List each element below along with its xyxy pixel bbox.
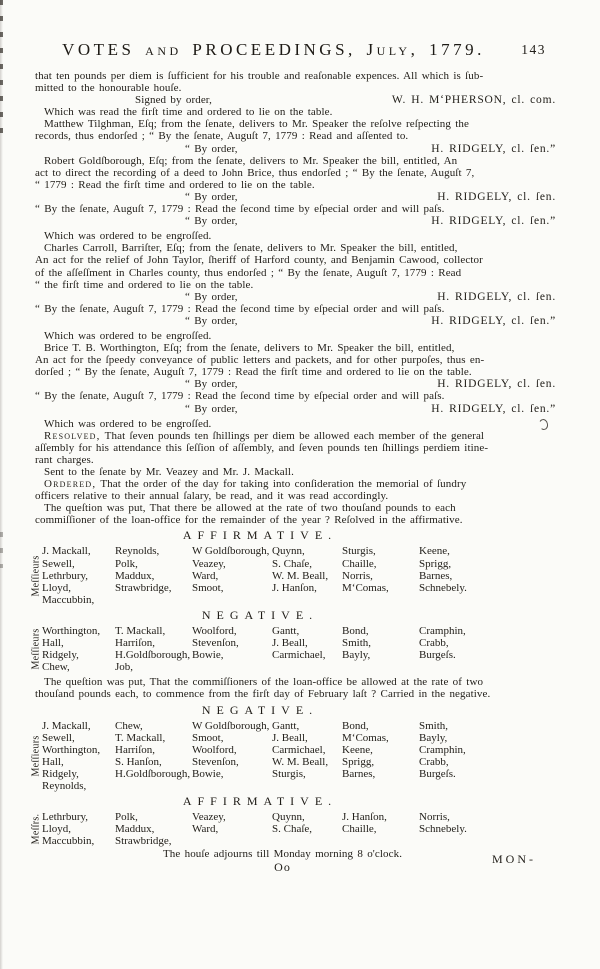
vote-name: Chew, bbox=[115, 719, 143, 732]
scan-edge-shade bbox=[0, 0, 3, 969]
text-line bbox=[35, 430, 570, 442]
attestation-left: “ By order, bbox=[185, 290, 238, 303]
vote-column bbox=[419, 625, 570, 673]
vote-column bbox=[42, 720, 115, 793]
vote-name: Sprigg, bbox=[419, 557, 452, 570]
line-text: That the order of the day for taking into conſideration the memorial of ſundry bbox=[100, 478, 467, 491]
page-text-block bbox=[30, 40, 570, 874]
vote-name: Bowie, bbox=[192, 767, 224, 780]
text-line: “ By the ſenate, Auguſt 7, 1779 : Read the ſecond time by eſpecial order and will paſs. bbox=[35, 302, 445, 315]
vote-name: S. Chaſe, bbox=[272, 557, 313, 570]
vote-name: Maccubbin, bbox=[42, 593, 95, 606]
text-line: Charles Carroll, Barriſter, Eſq; from the ſenate, delivers to Mr. Speaker the bill, entitled, bbox=[44, 242, 458, 255]
vote-name: Chew, bbox=[42, 661, 70, 674]
vote-name: Woolford, bbox=[192, 743, 237, 756]
vote-name: Smoot, bbox=[192, 581, 224, 594]
vote-name: Quynn, bbox=[272, 811, 305, 824]
vote-name: S. Hanſon, bbox=[115, 755, 162, 768]
text-line bbox=[35, 478, 570, 490]
vote-name: Gantt, bbox=[272, 719, 300, 732]
text-line: An act for the relief of John Taylor, ſheriff of Harford county, and Benjamin Cawood, collector bbox=[35, 254, 483, 267]
vote-name: J. Beall, bbox=[272, 731, 308, 744]
vote-name: Chaille, bbox=[342, 823, 377, 836]
vote-name: J. Beall, bbox=[272, 637, 308, 650]
vote-name: W Goldſborough, bbox=[192, 719, 270, 732]
vote-column bbox=[192, 720, 272, 793]
vote-name: Veazey, bbox=[192, 557, 226, 570]
text-line: Which was ordered to be engroſſed. bbox=[44, 230, 212, 243]
vote-name: J. Mackall, bbox=[42, 545, 91, 558]
vote-name: Ward, bbox=[192, 823, 219, 836]
scan-edge-marks-lower bbox=[0, 532, 3, 568]
vote-name: Burgeſs. bbox=[419, 649, 456, 662]
vote-name: Quynn, bbox=[272, 545, 305, 558]
attestation-line bbox=[35, 215, 570, 227]
vote-column bbox=[115, 625, 192, 673]
text-line: The queſtion was put, That the commiſſioners of the loan-office be allowed at the rate of two bbox=[44, 676, 484, 689]
text-line: Which was read the firſt time and ordered to lie on the table. bbox=[44, 106, 333, 119]
attestation-left: “ By order, bbox=[185, 402, 238, 415]
scan-edge-marks bbox=[0, 0, 3, 140]
attestation-line bbox=[35, 291, 570, 303]
vote-table bbox=[30, 811, 570, 848]
vote-name: Smith, bbox=[419, 719, 449, 732]
vote-name: Bowie, bbox=[192, 649, 224, 662]
vote-name: S. Chaſe, bbox=[272, 823, 313, 836]
text-line: Matthew Tilghman, Eſq; from the ſenate, delivers to Mr. Speaker the reſolve reſpecting the bbox=[44, 118, 469, 131]
vote-name: Hall, bbox=[42, 755, 64, 768]
attestation-line bbox=[35, 94, 570, 106]
vote-name: Polk, bbox=[115, 811, 138, 824]
vote-name: Lloyd, bbox=[42, 823, 72, 836]
vote-column bbox=[42, 545, 115, 605]
vote-name: Gantt, bbox=[272, 624, 300, 637]
vote-name: Barnes, bbox=[419, 569, 453, 582]
vote-name: W. M. Beall, bbox=[272, 569, 329, 582]
table-side-label: Meſſrs. bbox=[30, 813, 42, 845]
text-line: rant charges. bbox=[35, 453, 94, 466]
vote-column bbox=[342, 545, 419, 605]
vote-name: Worthington, bbox=[42, 624, 101, 637]
vote-name: Sprigg, bbox=[342, 755, 375, 768]
vote-column bbox=[419, 545, 570, 605]
vote-name: Sturgis, bbox=[272, 767, 306, 780]
vote-name: Lloyd, bbox=[42, 581, 72, 594]
vote-column bbox=[192, 811, 272, 847]
vote-table bbox=[30, 719, 570, 793]
text-line: Brice T. B. Worthington, Eſq; from the ſenate, delivers to Mr. Speaker the bill, entitled, bbox=[44, 342, 455, 355]
attestation-signature: H. RIDGELY, cl. ſen.” bbox=[431, 215, 556, 228]
attestation-left: “ By order, bbox=[185, 314, 238, 327]
vote-name: Schnebely. bbox=[419, 823, 467, 836]
vote-column bbox=[342, 811, 419, 847]
vote-name: Lethrbury, bbox=[42, 569, 89, 582]
vote-name: Norris, bbox=[419, 811, 450, 824]
vote-name: Stevenſon, bbox=[192, 755, 239, 768]
attestation-signature: W. H. M‘PHERSON, cl. com. bbox=[391, 94, 556, 107]
running-header bbox=[35, 40, 570, 64]
vote-column bbox=[272, 625, 342, 673]
vote-grid bbox=[35, 625, 570, 673]
line-text: That ſeven pounds ten ſhillings per diem be allowed each member of the general bbox=[104, 429, 485, 442]
text-line: Which was ordered to be engroſſed. bbox=[44, 417, 212, 430]
vote-column bbox=[192, 625, 272, 673]
attestation-line bbox=[35, 403, 570, 415]
lead-word: Resolved, bbox=[44, 429, 101, 442]
vote-name: Woolford, bbox=[192, 624, 237, 637]
text-line: mitted to the honourable houſe. bbox=[35, 82, 182, 95]
vote-column bbox=[192, 545, 272, 605]
vote-name: J. Hanſon, bbox=[342, 811, 387, 824]
text-line: Robert Goldſborough, Eſq; from the ſenate, delivers to Mr. Speaker the bill, entitled, An bbox=[44, 154, 458, 167]
text-line: “ the firſt time and ordered to lie on the table. bbox=[35, 278, 254, 291]
text-line: commiſſioner of the loan-office for the remainder of the year ? Reſolved in the affirmative. bbox=[35, 514, 463, 527]
vote-name: Carmichael, bbox=[272, 743, 326, 756]
vote-name: H.Goldſborough, bbox=[115, 767, 191, 780]
vote-column bbox=[42, 811, 115, 847]
center-line: The houſe adjourns till Monday morning 8 o'clock. bbox=[162, 848, 403, 861]
attestation-signature: H. RIDGELY, cl. ſen. bbox=[437, 290, 556, 303]
attestation-signature: H. RIDGELY, cl. ſen.” bbox=[431, 402, 556, 415]
vote-name: T. Mackall, bbox=[115, 731, 166, 744]
vote-grid bbox=[35, 545, 570, 605]
text-line: thouſand pounds each, to commence from the firſt day of February laſt ? Carried in the negative. bbox=[35, 688, 491, 701]
attestation-line bbox=[35, 378, 570, 390]
vote-name: Barnes, bbox=[342, 767, 376, 780]
vote-name: Chaille, bbox=[342, 557, 377, 570]
vote-heading: NEGATIVE. bbox=[201, 702, 319, 717]
vote-column bbox=[419, 720, 570, 793]
vote-name: Harriſon, bbox=[115, 637, 156, 650]
vote-name: T. Mackall, bbox=[115, 624, 166, 637]
attestation-signature: H. RIDGELY, cl. ſen. bbox=[437, 190, 556, 203]
vote-name: W. M. Beall, bbox=[272, 755, 329, 768]
vote-name: Sewell, bbox=[42, 557, 75, 570]
vote-name: Maccubbin, bbox=[42, 835, 95, 848]
vote-name: Smith, bbox=[342, 637, 372, 650]
catchword: MON- bbox=[492, 852, 536, 866]
vote-name: Reynolds, bbox=[42, 779, 87, 792]
vote-column bbox=[342, 720, 419, 793]
attestation-line bbox=[35, 143, 570, 155]
vote-column bbox=[342, 625, 419, 673]
vote-name: W Goldſborough, bbox=[192, 545, 270, 558]
vote-column bbox=[419, 811, 570, 847]
vote-column bbox=[115, 545, 192, 605]
attestation-signature: H. RIDGELY, cl. ſen.” bbox=[431, 314, 556, 327]
vote-name: Strawbridge, bbox=[115, 581, 172, 594]
vote-name: Sewell, bbox=[42, 731, 75, 744]
text-line: that ten pounds per diem is ſufficient for his trouble and reaſonable expences. All which is ſub- bbox=[35, 70, 484, 82]
vote-table bbox=[30, 545, 570, 606]
vote-name: Maddux, bbox=[115, 823, 155, 836]
text-line: Sent to the ſenate by Mr. Veazey and Mr. J. Mackall. bbox=[44, 466, 294, 478]
vote-name: J. Hanſon, bbox=[272, 581, 317, 594]
vote-name: Sturgis, bbox=[342, 545, 376, 558]
attestation-left: “ By order, bbox=[185, 378, 238, 391]
text-line: Which was ordered to be engroſſed. bbox=[44, 329, 212, 342]
vote-name: Burgeſs. bbox=[419, 767, 456, 780]
vote-grid bbox=[35, 720, 570, 793]
vote-name: Schnebely. bbox=[419, 581, 467, 594]
vote-name: Carmichael, bbox=[272, 649, 326, 662]
vote-name: Bayly, bbox=[342, 649, 371, 662]
table-side-label: Meſſieurs bbox=[30, 628, 42, 670]
attestation-left: “ By order, bbox=[185, 190, 238, 203]
text-line: of the aſſeſſment in Charles county, thus endorſed ; “ By the ſenate, Auguſt 7, 1779 : Read bbox=[35, 266, 462, 279]
vote-name: Veazey, bbox=[192, 811, 226, 824]
vote-name: Reynolds, bbox=[115, 545, 160, 558]
vote-name: M‘Comas, bbox=[342, 581, 389, 594]
vote-name: Ward, bbox=[192, 569, 219, 582]
vote-column bbox=[272, 811, 342, 847]
attestation-line bbox=[35, 191, 570, 203]
vote-column bbox=[115, 811, 192, 847]
vote-column bbox=[272, 545, 342, 605]
vote-heading: AFFIRMATIVE. bbox=[182, 528, 338, 543]
vote-table bbox=[30, 624, 570, 674]
vote-column bbox=[115, 720, 192, 793]
attestation-signature: H. RIDGELY, cl. ſen.” bbox=[431, 142, 556, 155]
text-line: officers relative to their annual ſalary, be read, and it was read accordingly. bbox=[35, 490, 389, 503]
vote-name: Bond, bbox=[342, 624, 369, 637]
vote-grid bbox=[35, 811, 570, 847]
text-line: aſſembly for his attendance this ſeſſion of aſſembly, and ſeven pounds ten ſhillings perdiem itine- bbox=[35, 441, 489, 454]
vote-name: Crabb, bbox=[419, 637, 449, 650]
vote-name: Strawbridge, bbox=[115, 835, 172, 848]
vote-name: Polk, bbox=[115, 557, 138, 570]
vote-name: Maddux, bbox=[115, 569, 155, 582]
text-line: “ By the ſenate, Auguſt 7, 1779 : Read the ſecond time by eſpecial order and will paſs. bbox=[35, 203, 445, 216]
vote-name: Harriſon, bbox=[115, 743, 156, 756]
attestation-left: “ By order, bbox=[185, 215, 238, 228]
vote-name: Lethrbury, bbox=[42, 811, 89, 824]
vote-name: Worthington, bbox=[42, 743, 101, 756]
page-content bbox=[30, 70, 570, 874]
lead-word: Ordered, bbox=[44, 478, 97, 491]
text-line: An act for the ſpeedy conveyance of public letters and packets, and for other purpoſes, thus en- bbox=[35, 354, 485, 367]
vote-name: Bayly, bbox=[419, 731, 448, 744]
page-number: 143 bbox=[521, 42, 546, 57]
vote-name: M‘Comas, bbox=[342, 731, 389, 744]
attestation-signature: H. RIDGELY, cl. ſen. bbox=[437, 378, 556, 391]
attestation-left: Signed by order, bbox=[135, 94, 212, 107]
vote-column bbox=[42, 625, 115, 673]
text-line: act to direct the recording of a deed to John Brice, thus endorſed ; “ By the ſenate, Auguſt 7, bbox=[35, 166, 475, 179]
vote-name: Smoot, bbox=[192, 731, 224, 744]
vote-name: Ridgely, bbox=[42, 767, 79, 780]
vote-name: Ridgely, bbox=[42, 649, 79, 662]
vote-name: Keene, bbox=[342, 743, 373, 756]
vote-name: J. Mackall, bbox=[42, 719, 91, 732]
table-side-label: Meſſieurs bbox=[30, 735, 42, 777]
text-line: dorſed ; “ By the ſenate, Auguſt 7, 1779 : Read the firſt time and ordered to lie on the table. bbox=[35, 366, 472, 379]
vote-heading: NEGATIVE. bbox=[201, 607, 319, 622]
text-line: The queſtion was put, That there be allowed at the rate of two thouſand pounds to each bbox=[44, 502, 456, 515]
vote-name: Hall, bbox=[42, 637, 64, 650]
vote-name: Stevenſon, bbox=[192, 637, 239, 650]
table-side-label: Meſſieurs bbox=[30, 555, 42, 597]
vote-name: Norris, bbox=[342, 569, 373, 582]
vote-heading: AFFIRMATIVE. bbox=[182, 794, 338, 809]
vote-name: Keene, bbox=[419, 545, 450, 558]
vote-name: Job, bbox=[115, 661, 134, 674]
vote-name: Bond, bbox=[342, 719, 369, 732]
vote-name: H.Goldſborough, bbox=[115, 649, 191, 662]
vote-name: Cramphin, bbox=[419, 624, 466, 637]
text-line: “ By the ſenate, Auguſt 7, 1779 : Read the ſecond time by eſpecial order and will paſs. bbox=[35, 390, 445, 403]
vote-name: Crabb, bbox=[419, 755, 449, 768]
attestation-line bbox=[35, 315, 570, 327]
page-title: VOTES and PROCEEDINGS, July, 1779. bbox=[62, 40, 485, 59]
attestation-left: “ By order, bbox=[185, 142, 238, 155]
vote-column bbox=[272, 720, 342, 793]
vote-name: Cramphin, bbox=[419, 743, 466, 756]
text-line: records, thus endorſed ; “ By the ſenate, Auguſt 7, 1779 : Read and aſſented to. bbox=[35, 130, 409, 143]
signature-mark: Oo bbox=[274, 859, 291, 874]
text-line: “ 1779 : Read the firſt time and ordered to lie on the table. bbox=[35, 178, 315, 191]
